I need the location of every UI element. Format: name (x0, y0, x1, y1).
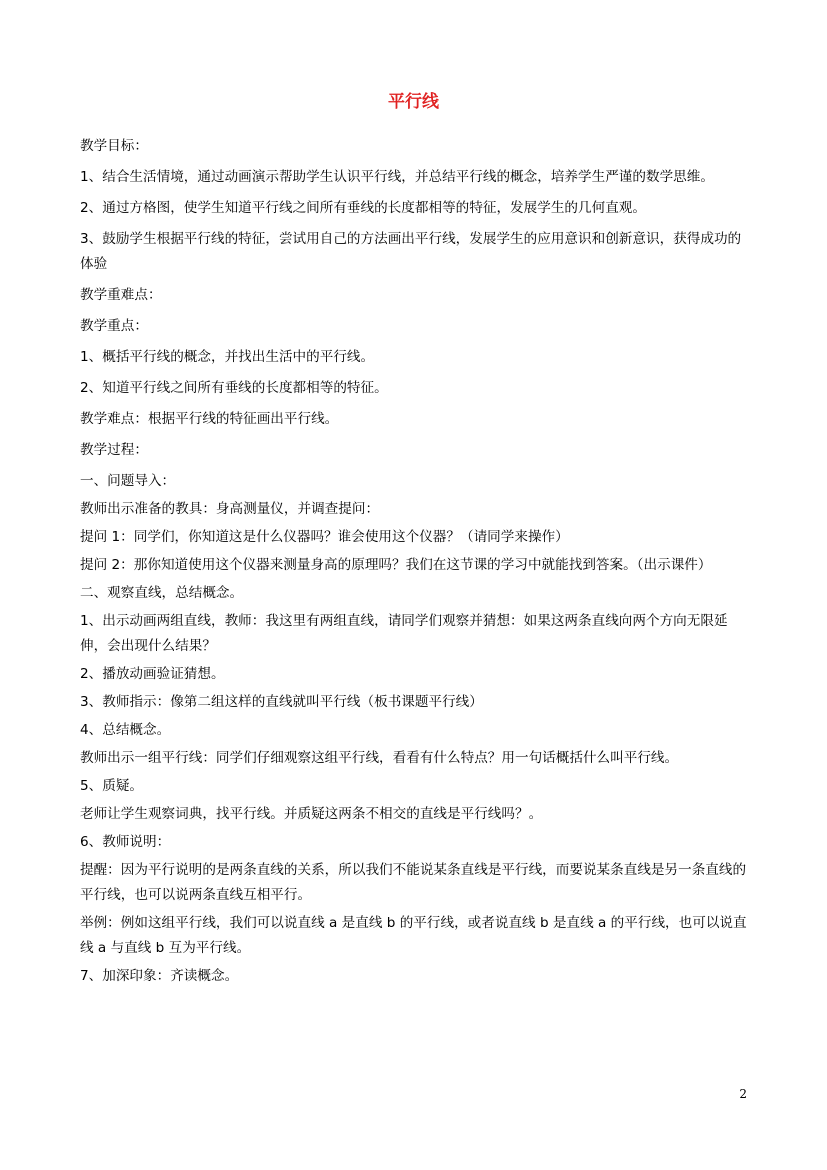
process-paragraph: 2、播放动画验证猜想。 (80, 666, 225, 682)
process-paragraph: 3、教师指示：像第二组这样的直线就叫平行线（板书课题平行线） (80, 694, 483, 710)
goal-item: 1、结合生活情境，通过动画演示帮助学生认识平行线，并总结平行线的概念，培养学生严谨的数学思维。 (80, 169, 714, 185)
subheading-key-points: 教学重点： (80, 318, 148, 334)
process-paragraph: 教师出示一组平行线：同学们仔细观察这组平行线，看看有什么特点？用一句话概括什么叫平行线。 (80, 750, 679, 766)
process-paragraph: 7、加深印象：齐读概念。 (80, 968, 239, 984)
difficult-point: 教学难点：根据平行线的特征画出平行线。 (80, 411, 339, 427)
process-paragraph: 举例：例如这组平行线，我们可以说直线 a 是直线 b 的平行线，或者说直线 b 是直线 a 的平行线，也可以说直线 a 与直线 b 互为平行线。 (80, 915, 747, 956)
process-paragraph: 6、教师说明： (80, 834, 171, 850)
key-point-item: 2、知道平行线之间所有垂线的长度都相等的特征。 (80, 380, 388, 396)
heading-teaching-goals: 教学目标： (80, 138, 148, 154)
process-paragraph: 提醒：因为平行说明的是两条直线的关系，所以我们不能说某条直线是平行线，而要说某条直线是另一条直线的平行线，也可以说两条直线互相平行。 (80, 862, 747, 903)
section-heading: 一、问题导入： (80, 473, 176, 489)
process-paragraph: 5、质疑。 (80, 778, 144, 794)
process-paragraph: 提问 1：同学们，你知道这是什么仪器吗？谁会使用这个仪器？（请同学来操作） (80, 529, 569, 545)
page-number: 2 (739, 1087, 747, 1101)
process-paragraph: 老师让学生观察词典，找平行线。并质疑这两条不相交的直线是平行线吗？。 (80, 806, 543, 822)
goal-item: 2、通过方格图，使学生知道平行线之间所有垂线的长度都相等的特征，发展学生的几何直观。 (80, 200, 646, 216)
heading-key-difficult-points: 教学重难点： (80, 287, 162, 303)
goal-item: 3、鼓励学生根据平行线的特征，尝试用自己的方法画出平行线，发展学生的应用意识和创新意识，获得成功的体验 (80, 231, 742, 272)
process-paragraph: 教师出示准备的教具：身高测量仪，并调查提问： (80, 501, 380, 517)
heading-teaching-process: 教学过程： (80, 442, 148, 458)
process-paragraph: 提问 2：那你知道使用这个仪器来测量身高的原理吗？我们在这节课的学习中就能找到答案。（出示课件） (80, 557, 712, 573)
document-title: 平行线 (388, 92, 439, 112)
process-paragraph: 4、总结概念。 (80, 722, 171, 738)
process-paragraph: 1、出示动画两组直线，教师：我这里有两组直线，请同学们观察并猜想：如果这两条直线向两个方向无限延伸，会出现什么结果？ (80, 613, 728, 654)
document-body (80, 134, 752, 992)
section-heading: 二、观察直线，总结概念。 (80, 585, 244, 601)
key-point-item: 1、概括平行线的概念，并找出生活中的平行线。 (80, 349, 375, 365)
